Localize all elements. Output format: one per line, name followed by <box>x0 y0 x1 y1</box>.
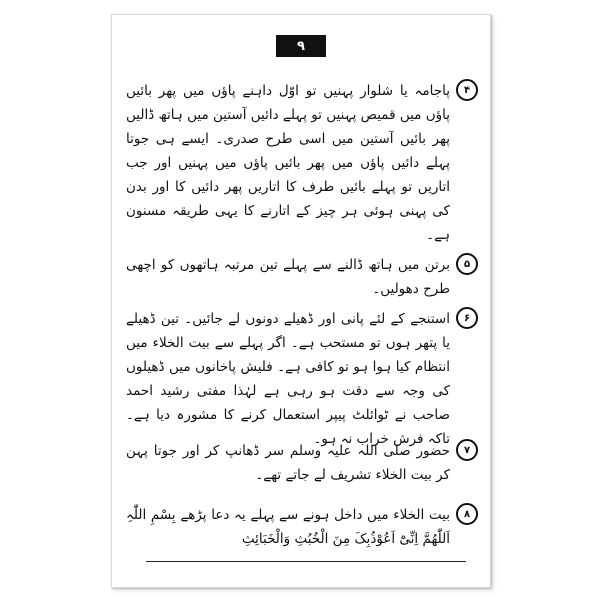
item-number-badge: ۸ <box>456 503 478 525</box>
item-number-badge: ۵ <box>456 253 478 275</box>
bottom-divider <box>146 561 466 562</box>
item-text: استنجے کے لئے پانی اور ڈھیلے دونوں لے جائیں۔ تین ڈھیلے یا پتھر ہوں تو مستحب ہے۔ اگر پہلے سے بیت الخلاء میں انتظام کیا ہوا ہو تو کافی ہے۔ فلیش پاخانوں میں ڈھیلوں کی وجہ سے دقت ہو رہی ہے لہٰذا مفتی رشید احمد صاحب نے ٹوائلٹ پیپر استعمال کرنے کا مشورہ دیا ہے۔ تاکہ فرش خراب نہ ہو۔ <box>126 311 450 447</box>
list-item <box>126 439 478 487</box>
list-item <box>126 503 478 551</box>
book-page <box>111 14 491 588</box>
page-number: ۹ <box>276 35 326 57</box>
item-text: بیت الخلاء میں داخل ہونے سے پہلے یہ دعا پڑھے بِسْمِ اللّٰہِ اَللّٰھُمَّ اِنِّیْٓ اَعُوْذُبِکَ مِنَ الْخُبُثِ وَالْخَبَائِثِ <box>126 507 450 547</box>
list-item <box>126 79 478 247</box>
item-text: حضور صلی اللہ علیہ وسلم سر ڈھانپ کر اور جوتا پہن کر بیت الخلاء تشریف لے جاتے تھے۔ <box>126 443 450 483</box>
item-number-badge: ۷ <box>456 439 478 461</box>
item-text: برتن میں ہاتھ ڈالنے سے پہلے تین مرتبہ ہاتھوں کو اچھی طرح دھولیں۔ <box>126 257 450 297</box>
item-text: پاجامہ یا شلوار پہنیں تو اوّل داہنے پاؤں میں پھر بائیں پاؤں میں قمیص پہنیں تو پہلے دائیں آستین میں ہاتھ ڈالیں پھر بائیں آستین میں اسی طرح صدری۔ ایسے ہی جوتا پہلے دائیں پاؤں میں پھر بائیں پاؤں میں پہنیں اور جب اتاریں تو پہلے بائیں طرف کا اتاریں پھر دائیں کا اور بدن کی پہنی ہوئی ہر چیز کے اتارنے کا یہی طریقہ مسنون ہے۔ <box>125 83 450 243</box>
item-number-badge: ۶ <box>456 307 478 329</box>
list-item <box>126 307 478 447</box>
list-item <box>126 253 478 301</box>
item-number-badge: ۴ <box>456 79 478 101</box>
